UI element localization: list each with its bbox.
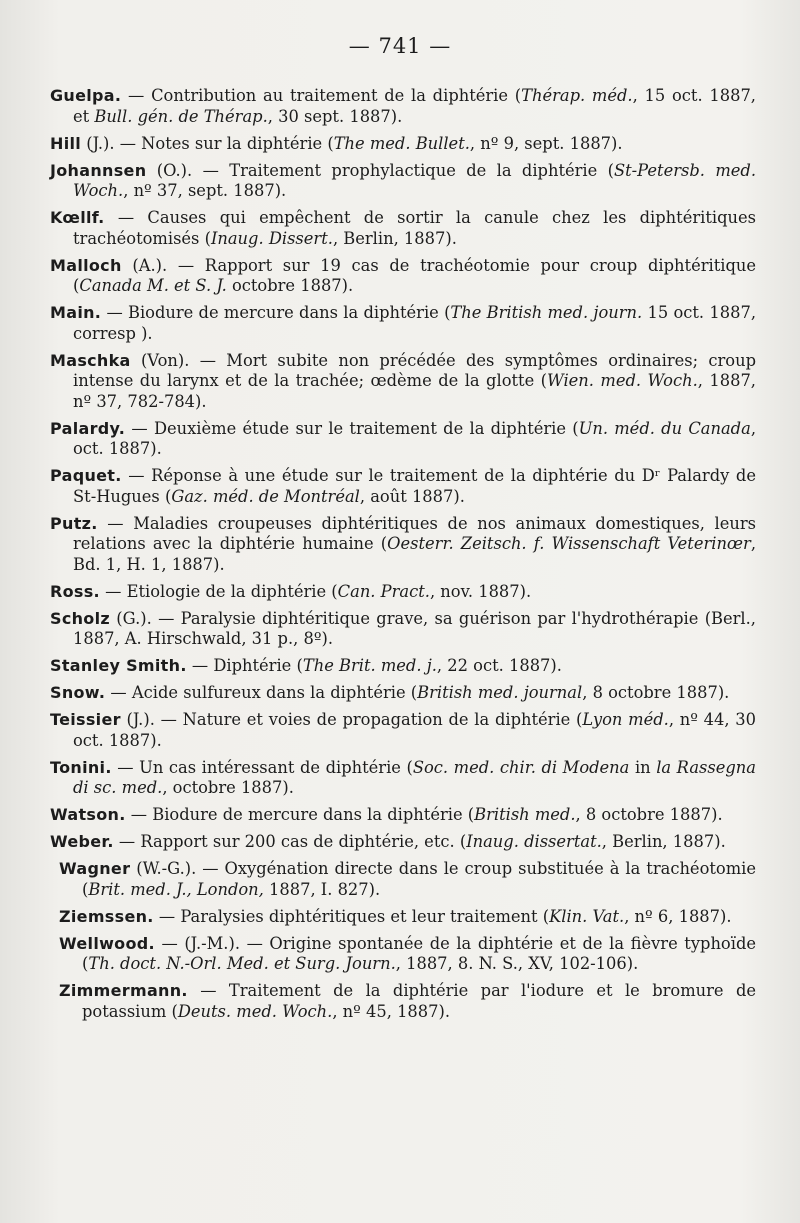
entry-author: Weber. [50, 832, 114, 851]
bibliography-entry [59, 934, 756, 975]
entry-source: Un. méd. du Canada [578, 418, 751, 438]
entry-text: , 30 sept. 1887). [267, 106, 403, 126]
bibliography-entry [59, 981, 756, 1022]
entry-source: Inaug. Dissert. [210, 228, 333, 248]
entry-author: Ziemssen. [59, 906, 154, 926]
bibliography-entry [50, 134, 756, 155]
bibliography-entry [50, 758, 756, 799]
entry-text: , nº 6, 1887). [624, 906, 732, 926]
entry-author: Teissier [50, 710, 121, 729]
entry-text: — (J.-M.). — Origine spontanée de la diphtérie et de la fièvre typhoïde ( [82, 933, 756, 973]
entry-text: — Maladies croupeuses diphtéritiques de nos animaux domestiques, leurs relations avec la diphtérie humaine ( [73, 513, 756, 553]
entry-author: Tonini. [50, 757, 112, 777]
entry-source: British med. [474, 805, 576, 824]
entry-text: — Réponse à une étude sur le traitement de la diphtérie du Dʳ Palardy de St-Hugues ( [73, 466, 756, 506]
entry-text: , Berlin, 1887). [601, 832, 726, 851]
entry-source: la Rassegna di sc. med. [73, 757, 756, 797]
bibliography-entry [50, 208, 756, 249]
entry-source: Lyon méd. [582, 710, 669, 729]
entry-text: in [629, 757, 657, 777]
entry-text: , 15 oct. 1887, et [73, 86, 756, 126]
entry-source: Th. doct. N.-Orl. Med. et Surg. Journ. [88, 954, 396, 973]
entry-source: Canada M. et S. J. [79, 276, 227, 295]
entry-source: Oesterr. Zeitsch. f. Wissenschaft Veterinœr [387, 534, 751, 553]
entry-source: St-Petersb. med. Woch. [73, 160, 756, 200]
entry-source: Inaug. dissertat. [466, 832, 602, 851]
entry-author: Hill [50, 133, 82, 153]
entry-text: , Berlin, 1887). [332, 228, 457, 248]
bibliography-entry [50, 466, 756, 507]
entry-text: — Diphtérie ( [186, 656, 303, 675]
entry-text: — Biodure de mercure dans la diphtérie ( [101, 303, 451, 322]
entry-text: (O.). — Traitement prophylactique de la diphtérie ( [146, 160, 614, 180]
entry-text: — Paralysies diphtéritiques et leur traitement ( [153, 906, 550, 926]
bibliography-entry [50, 710, 756, 751]
bibliography-entry [50, 256, 756, 297]
bibliography-entry [50, 609, 756, 650]
bibliography-entry [50, 805, 756, 826]
entry-text: , 22 oct. 1887). [436, 656, 562, 675]
bibliography-list [50, 86, 756, 1029]
bibliography-entry [50, 419, 756, 460]
entry-text: , 8 octobre 1887). [582, 683, 730, 702]
entry-source: Klin. Vat. [549, 906, 625, 926]
entry-text: , nº 44, 30 oct. 1887). [73, 710, 757, 750]
entry-author: Malloch [50, 255, 122, 275]
entry-source: Bull. gén. de Thérap. [94, 106, 268, 126]
bibliography-entry [50, 656, 756, 677]
entry-author: Maschka [50, 350, 131, 370]
entry-text: — Acide sulfureux dans la diphtérie ( [105, 683, 418, 702]
bibliography-entry [50, 514, 756, 576]
entry-text: — Deuxième étude sur le traitement de la diphtérie ( [125, 418, 579, 438]
entry-text: 1887, I. 827). [263, 879, 381, 899]
entry-text: — Biodure de mercure dans la diphtérie ( [125, 805, 475, 824]
entry-source: The Brit. med. j. [302, 656, 437, 675]
entry-author: Zimmermann. [59, 981, 188, 1000]
bibliography-entry [50, 351, 756, 413]
entry-text: , 1887, nº 37, 782-784). [73, 371, 756, 411]
bibliography-entry [50, 86, 756, 127]
entry-text: — Traitement de la diphtérie par l'iodure et le bromure de potassium ( [82, 981, 756, 1021]
bibliography-entry [59, 859, 756, 900]
entry-author: Watson. [50, 805, 126, 824]
entry-text: (J.). — Nature et voies de propagation de la diphtérie ( [120, 710, 583, 729]
entry-source: Gaz. méd. de Montréal [171, 486, 360, 506]
entry-source: Wien. med. Woch. [547, 371, 698, 390]
entry-text: octobre 1887). [226, 276, 354, 295]
entry-text: 15 oct. 1887, corresp ). [73, 303, 756, 343]
entry-text: — Un cas intéressant de diphtérie ( [111, 757, 413, 777]
entry-author: Putz. [50, 513, 98, 533]
bibliography-entry [50, 582, 756, 603]
entry-text: , oct. 1887). [73, 418, 756, 458]
entry-text: (J.). — Notes sur la diphtérie ( [81, 133, 334, 153]
entry-author: Snow. [50, 683, 106, 702]
entry-author: Main. [50, 303, 102, 322]
entry-source: The British med. journ. [450, 303, 643, 322]
entry-source: Soc. med. chir. di Modena [412, 757, 630, 777]
entry-author: Stanley Smith. [50, 656, 187, 675]
entry-text: , Bd. 1, H. 1, 1887). [73, 534, 756, 574]
entry-source: Can. Pract. [337, 581, 430, 601]
entry-text: , août 1887). [359, 486, 465, 506]
entry-text: , nº 45, 1887). [332, 1001, 451, 1021]
entry-source: Deuts. med. Woch. [177, 1001, 333, 1021]
page-number: — 741 — [348, 34, 452, 58]
entry-text: (W.-G.). — Oxygénation directe dans le croup substituée à la trachéotomie ( [82, 859, 756, 899]
entry-text: , nº 9, sept. 1887). [469, 133, 623, 153]
entry-author: Wagner [59, 859, 131, 878]
entry-text: (A.). — Rapport sur 19 cas de trachéotomie pour croup diphtéritique ( [73, 255, 756, 295]
entry-text: (Von). — Mort subite non précédée des symptômes ordinaires; croup intense du larynx et de la trachée; œdème de la glotte ( [73, 350, 756, 390]
entry-text: , 8 octobre 1887). [575, 805, 723, 824]
entry-text: — Rapport sur 200 cas de diphtérie, etc. ( [113, 832, 467, 851]
entry-author: Paquet. [50, 466, 122, 485]
entry-text: , 1887, 8. N. S., XV, 102-106). [395, 954, 639, 973]
entry-author: Scholz [50, 608, 110, 628]
entry-author: Wellwood. [59, 933, 155, 953]
entry-author: Guelpa. [50, 86, 122, 105]
entry-author: Johannsen [50, 160, 147, 180]
entry-author: Palardy. [50, 418, 126, 438]
entry-source: Thérap. méd. [521, 86, 633, 105]
bibliography-entry [50, 303, 756, 344]
bibliography-entry [59, 907, 756, 928]
entry-author: Ross. [50, 581, 100, 601]
entry-source: The med. Bullet. [333, 133, 470, 153]
bibliography-entry [50, 161, 756, 202]
entry-text: , nov. 1887). [429, 581, 532, 601]
entry-text: , nº 37, sept. 1887). [123, 181, 287, 200]
entry-text: , octobre 1887). [162, 778, 294, 797]
entry-text: — Contribution au traitement de la diphtérie ( [121, 86, 522, 105]
bibliography-entry [50, 832, 756, 853]
entry-source: Brit. med. J., London, [88, 879, 264, 899]
entry-text: (G.). — Paralysie diphtéritique grave, sa guérison par l'hydrothérapie (Berl., 1887, A. Hirschwald, 31 p., 8º). [73, 608, 756, 648]
entry-author: Kœllf. [50, 208, 105, 227]
entry-source: British med. journal [417, 683, 583, 702]
bibliography-entry [50, 683, 756, 704]
entry-text: — Etiologie de la diphtérie ( [99, 581, 338, 601]
entry-text: — Causes qui empêchent de sortir la canule chez les diphtéritiques trachéotomisés ( [73, 208, 756, 248]
